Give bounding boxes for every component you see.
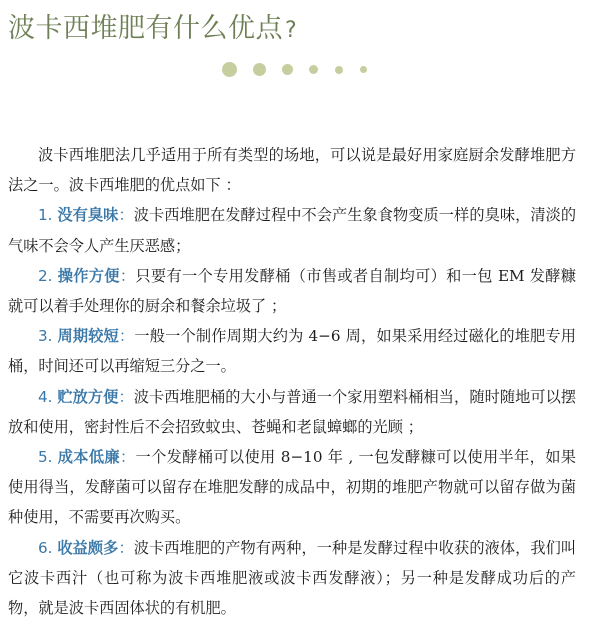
item-label: 成本低廉 — [57, 448, 120, 467]
item-number: 3. — [38, 327, 53, 346]
item-number: 4. — [38, 387, 53, 406]
advantage-item — [8, 200, 576, 260]
item-number: 6. — [38, 538, 53, 557]
item-number: 2. — [38, 266, 53, 285]
dot-1 — [222, 62, 237, 77]
item-text: 波卡西堆肥桶的大小与普通一个家用塑料桶相当，随时随地可以摆放和使用，密封性后不会招致蚊虫、苍蝇和老鼠蟑螂的光顾 ； — [8, 387, 577, 436]
item-label: 贮放方便 — [57, 387, 119, 406]
item-text: 一个发酵桶可以使用 8−10 年 , 一包发酵糠可以使用半年，如果使用得当，发酵菌可以留存在堆肥发酵的成品中，初期的堆肥产物就可以留存做为菌种使用，不需要再次购买。 — [8, 448, 576, 527]
dot-4 — [309, 65, 318, 74]
advantage-item — [8, 533, 576, 624]
item-text: 波卡西堆肥的产物有两种，一种是发酵过程中收获的液体，我们叫它波卡西汁（也可称为波卡西堆肥液或波卡西发酵液）；另一种是发酵成功后的产物，就是波卡西固体状的有机肥。 — [8, 538, 577, 618]
item-separator: ： — [119, 327, 135, 346]
item-label: 操作方便 — [57, 266, 120, 285]
advantage-item — [8, 442, 576, 533]
item-separator: ： — [119, 448, 136, 467]
item-label: 收益颇多 — [57, 538, 119, 557]
item-text: 波卡西堆肥在发酵过程中不会产生象食物变质一样的臭味，清淡的气味不会令人产生厌恶感； — [8, 206, 577, 255]
article-body — [8, 140, 576, 623]
advantage-item — [8, 321, 576, 381]
dot-3 — [282, 64, 293, 75]
item-label: 周期较短 — [57, 327, 120, 346]
dot-5 — [335, 66, 343, 74]
title-question-mark: ? — [285, 18, 298, 43]
page-title — [8, 6, 297, 45]
dot-2 — [253, 63, 266, 76]
advantage-item — [8, 261, 576, 321]
item-label: 没有臭味 — [57, 206, 119, 225]
item-separator: ： — [119, 266, 136, 285]
title-text: 波卡西堆肥有什么优点 — [8, 13, 283, 44]
intro-paragraph: 波卡西堆肥法几乎适用于所有类型的场地，可以说是最好用家庭厨余发酵堆肥方法之一。波卡西堆肥的优点如下 ： — [8, 146, 576, 195]
item-number: 5. — [38, 448, 53, 467]
item-number: 1. — [38, 206, 53, 225]
item-separator: ： — [118, 538, 134, 557]
item-separator: ： — [118, 206, 134, 225]
item-text: 只要有一个专用发酵桶（市售或者自制均可）和一包 EM 发酵糠就可以着手处理你的厨余和餐余垃圾了 ； — [8, 266, 577, 316]
item-text: 一般一个制作周期大约为 4−6 周，如果采用经过磁化的堆肥专用桶，时间还可以再缩短三分之一。 — [8, 327, 576, 376]
advantage-item — [8, 382, 576, 442]
item-separator: ： — [118, 387, 134, 406]
dot-6 — [360, 66, 367, 73]
